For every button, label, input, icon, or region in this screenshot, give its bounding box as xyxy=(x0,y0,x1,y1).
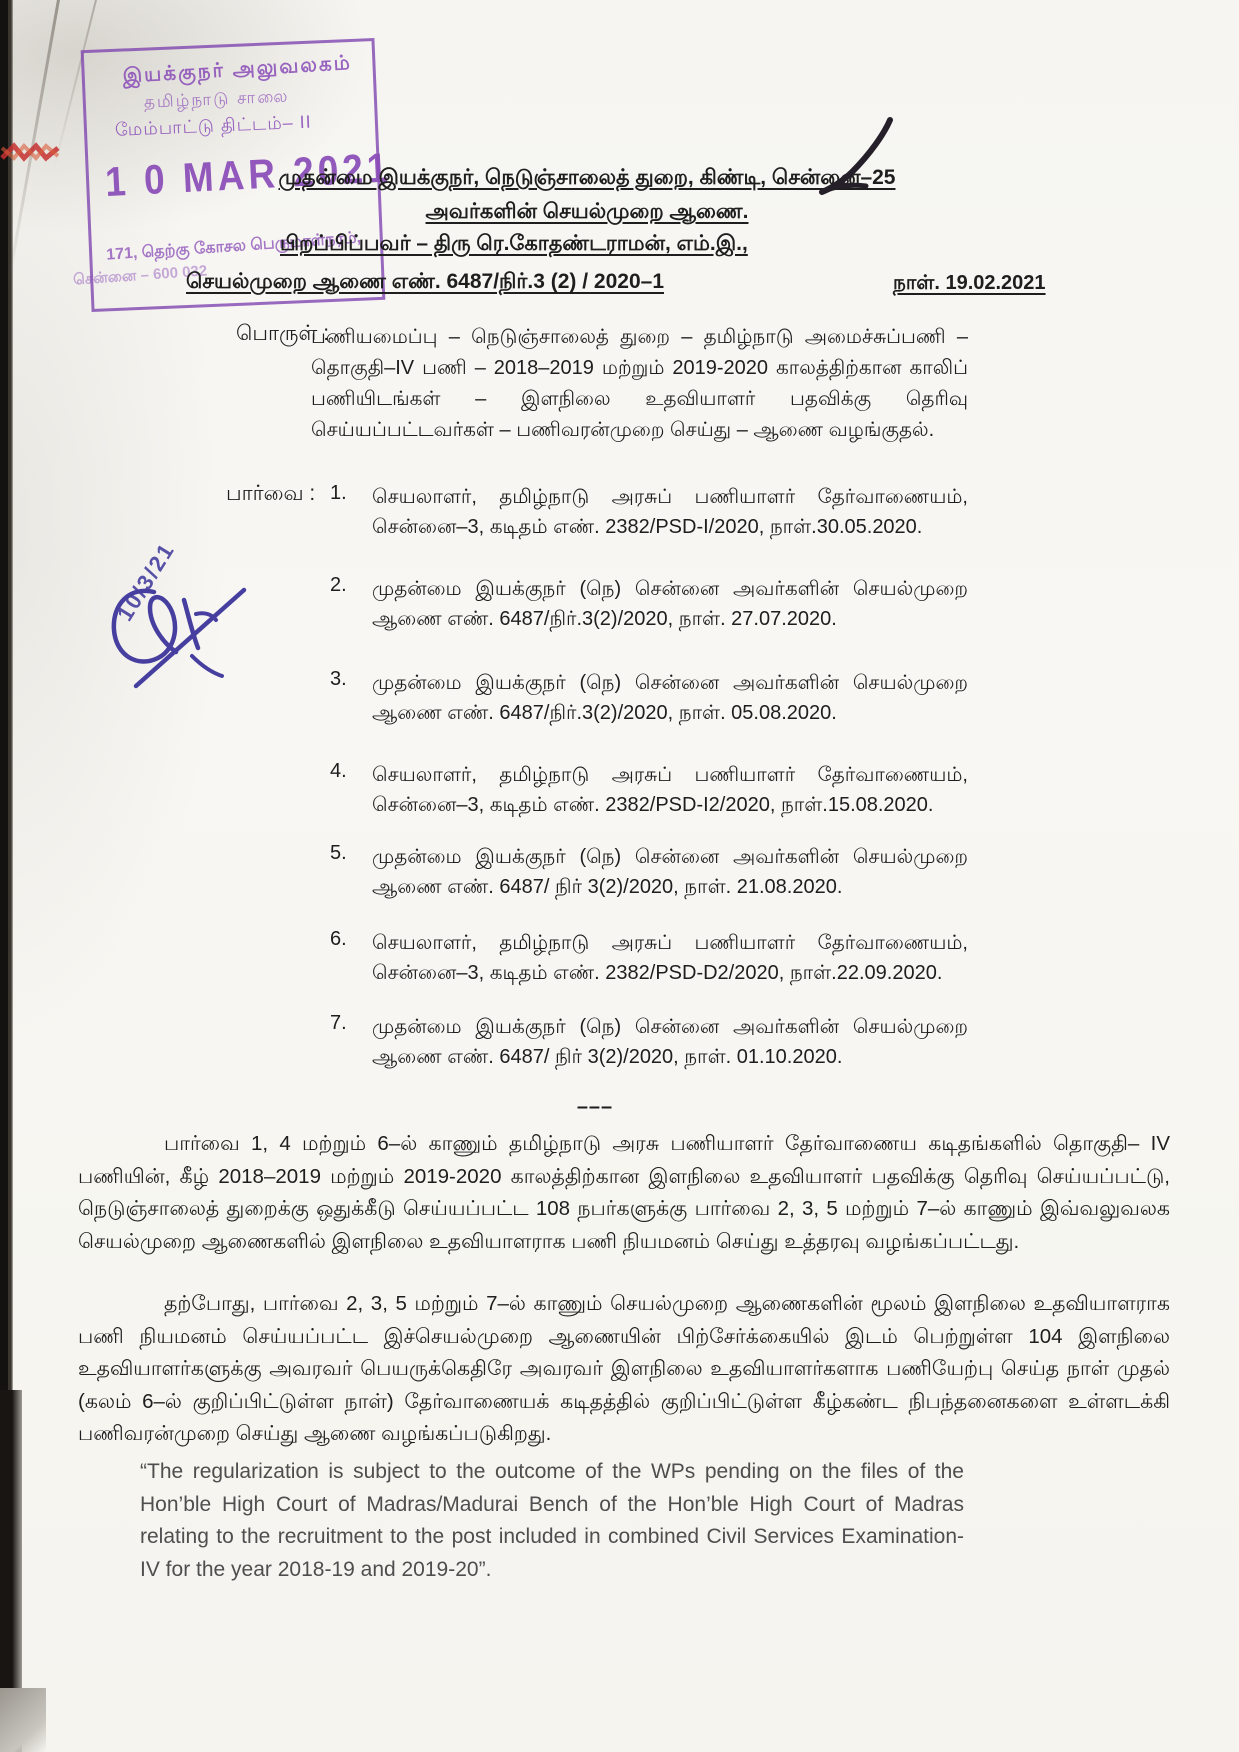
reference-item-number: 6. xyxy=(330,928,347,950)
header-proceedings-title: அவர்களின் செயல்முறை ஆணை. xyxy=(425,200,749,223)
header-issuing-authority: முதன்மை இயக்குநர், நெடுஞ்சாலைத் துறை, கிண்டி, சென்னை–25 xyxy=(278,166,896,189)
references-label: பார்வை : xyxy=(226,482,316,505)
signature-ink xyxy=(92,556,262,706)
stamp-address-line2: சென்னை – 600 032 xyxy=(72,262,208,289)
body-paragraph-2: தற்போது, பார்வை 2, 3, 5 மற்றும் 7–ல் காணும் செயல்முறை ஆணைகளின் மூலம் இளநிலை உதவியாளராக பணி நியமனம் செய்யப்பட்ட இச்செயல்முறை ஆணையின் பிற்சேர்க்கையில் இடம் பெற்றுள்ள 104 இளநிலை உதவியாளர்களுக்கு அவரவர் பெயருக்கெதிரே அவரவர் இளநிலை உதவியாளர்களாக பணியேற்பு செய்த நாள் முதல் (கலம் 6–ல் குறிப்பிட்டுள்ள நாள்) தேர்வாணையக் கடிதத்தில் குறிப்பிட்டுள்ள கீழ்கண்ட நிபந்தனைகளை உள்ளடக்கி பணிவரன்முறை செய்து ஆணை வழங்கப்படுகிறது. xyxy=(78,1292,1170,1445)
reference-item-text: முதன்மை இயக்குநர் (நெ) சென்னை அவர்களின் செயல்முறை ஆணை எண். 6487/ நிர் 3(2)/2020, நாள். 21.08.2020. xyxy=(372,846,968,898)
header-issued-by: பிறப்பிப்பவர் – திரு ரெ.கோதண்டராமன், எம்.இ., xyxy=(280,232,748,255)
file-thread-marks xyxy=(0,128,72,180)
reference-item-text: முதன்மை இயக்குநர் (நெ) சென்னை அவர்களின் செயல்முறை ஆணை எண். 6487/நிர்.3(2)/2020, நாள். 05.08.2020. xyxy=(372,672,968,724)
reference-item-text: முதன்மை இயக்குநர் (நெ) சென்னை அவர்களின் செயல்முறை ஆணை எண். 6487/நிர்.3(2)/2020, நாள். 27.07.2020. xyxy=(372,578,968,630)
scan-corner-shadow xyxy=(0,1688,46,1752)
reference-item-text: செயலாளர், தமிழ்நாடு அரசுப் பணியாளர் தேர்வாணையம், சென்னை–3, கடிதம் எண். 2382/PSD-I2/2020, நாள்.15.08.2020. xyxy=(372,764,968,816)
reference-item-text: செயலாளர், தமிழ்நாடு அரசுப் பணியாளர் தேர்வாணையம், சென்னை–3, கடிதம் எண். 2382/PSD-D2/2020, நாள்.22.09.2020. xyxy=(372,932,968,984)
reference-item-text: முதன்மை இயக்குநர் (நெ) சென்னை அவர்களின் செயல்முறை ஆணை எண். 6487/ நிர் 3(2)/2020, நாள். 01.10.2020. xyxy=(372,1016,968,1068)
pen-stroke-ink xyxy=(818,116,904,200)
reference-item-number: 1. xyxy=(330,482,347,504)
signature-date-handwritten: 10/3/21 xyxy=(112,537,180,626)
reference-item-text: செயலாளர், தமிழ்நாடு அரசுப் பணியாளர் தேர்வாணையம், சென்னை–3, கடிதம் எண். 2382/PSD-I/2020, நாள்.30.05.2020. xyxy=(372,486,968,538)
subject-label: பொருள் : xyxy=(236,322,330,345)
stamp-office-line2: தமிழ்நாடு சாலை xyxy=(143,86,290,112)
stamp-office-line1: இயக்குநர் அலுவலகம் xyxy=(122,51,353,88)
order-date: நாள். 19.02.2021 xyxy=(893,272,1046,294)
reference-item-number: 2. xyxy=(330,574,347,596)
reference-item-number: 3. xyxy=(330,668,347,690)
stamp-address-line1: 171, தெற்கு கோசல பெருமாள்நரம், xyxy=(105,229,362,264)
order-number: செயல்முறை ஆணை எண். 6487/நிர்.3 (2) / 2020–1 xyxy=(186,270,664,293)
english-quote-paragraph: “The regularization is subject to the outcome of the WPs pending on the files of the Hon’ble High Court of Madras/Madurai Bench of the Hon’ble High Court of Madras relating to the recruitment to the post included in combined Civil Services Examination-IV for the year 2018-19 and 2019-20”. xyxy=(140,1460,964,1581)
body-paragraph-1: பார்வை 1, 4 மற்றும் 6–ல் காணும் தமிழ்நாடு அரசு பணியாளர் தேர்வாணைய கடிதங்களில் தொகுதி– IV பணியின், கீழ் 2018–2019 மற்றும் 2019-2020 காலத்திற்கான இளநிலை உதவியாளர் பதவிக்கு தெரிவு செய்யப்பட்டு, நெடுஞ்சாலைத் துறைக்கு ஒதுக்கீடு செய்யப்பட்ட 108 நபர்களுக்கு பார்வை 2, 3, 5 மற்றும் 7–ல் காணும் இவ்வலுவலக செயல்முறை ஆணைகளில் இளநிலை உதவியாளராக பணி நியமனம் செய்து உத்தரவு வழங்கப்பட்டது. xyxy=(78,1132,1170,1253)
reference-item-number: 4. xyxy=(330,760,347,782)
reference-item-number: 5. xyxy=(330,842,347,864)
stamp-received-date: 1 0 MAR 2021 xyxy=(104,144,393,206)
section-separator: ––– xyxy=(576,1096,614,1118)
stamp-office-line3: மேம்பாட்டு திட்டம்– II xyxy=(114,111,313,140)
subject-text: பணியமைப்பு – நெடுஞ்சாலைத் துறை – தமிழ்நாடு அமைச்சுப்பணி – தொகுதி–IV பணி – 2018–2019 மற்றும் 2019-2020 காலத்திற்கான காலிப் பணியிடங்கள் – இளநிலை உதவியாளர் பதவிக்கு தெரிவு செய்யப்பட்டவர்கள் – பணிவரன்முறை செய்து – ஆணை வழங்குதல். xyxy=(311,326,968,441)
reference-item-number: 7. xyxy=(330,1012,347,1034)
